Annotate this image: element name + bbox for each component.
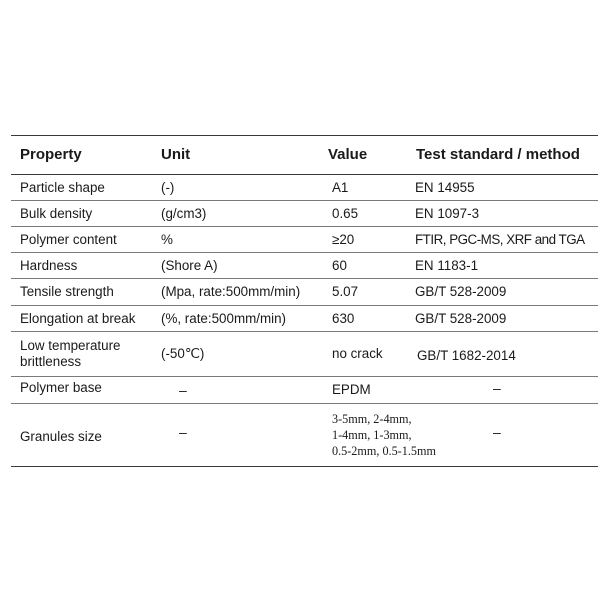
- table-row: [11, 175, 598, 201]
- unit-cell: (Mpa, rate:500mm/min): [161, 284, 301, 299]
- value-line: 3-5mm, 2-4mm,: [332, 411, 412, 426]
- property-cell: Particle shape: [20, 179, 105, 195]
- value-cell: [332, 404, 472, 466]
- property-cell: Bulk density: [20, 205, 93, 221]
- table-row: [11, 377, 598, 404]
- property-cell: Hardness: [20, 257, 78, 273]
- unit-cell: (g/cm3): [161, 205, 207, 221]
- unit-cell: (-): [161, 179, 175, 195]
- property-cell: Elongation at break: [20, 310, 136, 326]
- header-property: Property: [20, 146, 82, 163]
- table-header-row: [11, 136, 598, 175]
- unit-cell: %: [161, 231, 173, 247]
- value-cell: no crack: [332, 346, 383, 361]
- value-cell: 60: [332, 257, 347, 273]
- header-value: Value: [328, 146, 368, 163]
- standard-cell: –: [493, 424, 501, 440]
- standard-cell: FTIR, PGC-MS, XRF and TGA: [415, 231, 585, 247]
- value-line: 1-4mm, 1-3mm,: [332, 427, 412, 442]
- standard-cell: GB/T 528-2009: [415, 310, 507, 326]
- table-row: [11, 279, 598, 306]
- value-cell: 5.07: [332, 284, 359, 299]
- property-cell: Polymer base: [20, 380, 102, 395]
- table-row: [11, 227, 598, 253]
- table-row: [11, 201, 598, 227]
- unit-cell: –: [179, 382, 187, 398]
- table-row: [11, 332, 598, 377]
- standard-cell: –: [493, 380, 501, 396]
- property-line: brittleness: [20, 354, 82, 369]
- property-cell: Polymer content: [20, 231, 117, 247]
- unit-cell: (%, rate:500mm/min): [161, 310, 287, 326]
- header-unit: Unit: [161, 146, 191, 163]
- unit-cell: –: [179, 424, 187, 440]
- standard-cell: EN 14955: [415, 179, 475, 195]
- value-cell: 0.65: [332, 205, 359, 221]
- table-row: [11, 404, 598, 466]
- unit-cell: (-50℃): [161, 346, 205, 361]
- property-line: Low temperature: [20, 338, 121, 353]
- table-row: [11, 306, 598, 332]
- value-line: 0.5-2mm, 0.5-1.5mm: [332, 444, 436, 459]
- property-cell: [20, 332, 120, 376]
- table-row: [11, 253, 598, 279]
- value-cell: ≥20: [332, 231, 355, 247]
- property-cell: Tensile strength: [20, 284, 114, 299]
- header-test-standard: Test standard / method: [416, 146, 580, 163]
- standard-cell: EN 1183-1: [415, 257, 479, 273]
- value-cell: A1: [332, 179, 349, 195]
- standard-cell: EN 1097-3: [415, 205, 480, 221]
- unit-cell: (Shore A): [161, 257, 218, 273]
- value-cell: EPDM: [332, 382, 371, 397]
- standard-cell: GB/T 1682-2014: [417, 348, 516, 363]
- standard-cell: GB/T 528-2009: [415, 284, 507, 299]
- property-cell: Granules size: [20, 429, 102, 444]
- value-cell: 630: [332, 310, 355, 326]
- properties-table: [11, 135, 598, 467]
